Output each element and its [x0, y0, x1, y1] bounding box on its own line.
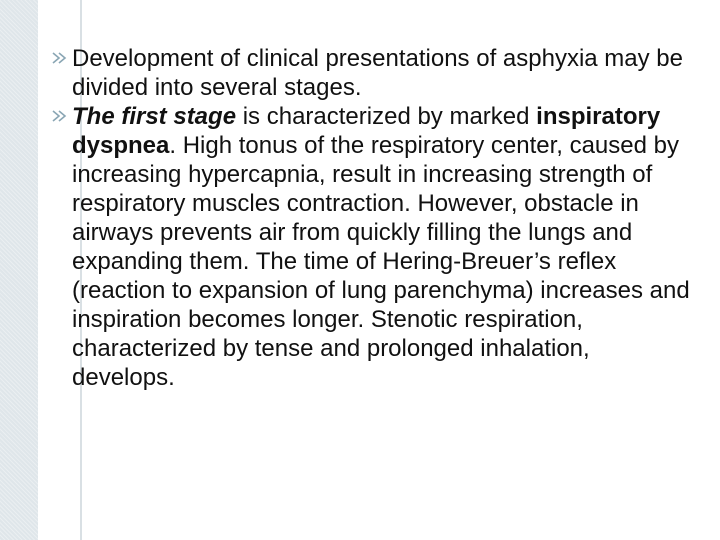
- double-chevron-bullet-icon: [50, 109, 70, 123]
- slide-content: [50, 44, 690, 392]
- bullet-paragraph-1: [50, 44, 690, 102]
- paragraph-2-text-a: is characterized by marked: [236, 103, 537, 130]
- paragraph-1-text: Development of clinical presentations of asphyxia may be divided into several stages.: [72, 45, 683, 101]
- left-decorative-band: [0, 0, 38, 540]
- bullet-paragraph-2: [50, 102, 690, 392]
- first-stage-emphasis: The first stage: [72, 103, 237, 130]
- paragraph-2-text-b: . High tonus of the respiratory center, caused by increasing hypercapnia, result in increasing strength of respiratory muscles contraction. However, obstacle in airways prevents air from quickly filling the lungs and expanding them. The time of Hering-Breuer’s reflex (reaction to expansion of lung parenchyma) increases and inspiration becomes longer. Stenotic respiration, characterized by tense and prolonged inhalation, develops.: [72, 132, 690, 391]
- double-chevron-bullet-icon: [50, 51, 70, 65]
- inspiratory-dyspnea-emphasis: inspiratory dyspnea: [72, 103, 661, 159]
